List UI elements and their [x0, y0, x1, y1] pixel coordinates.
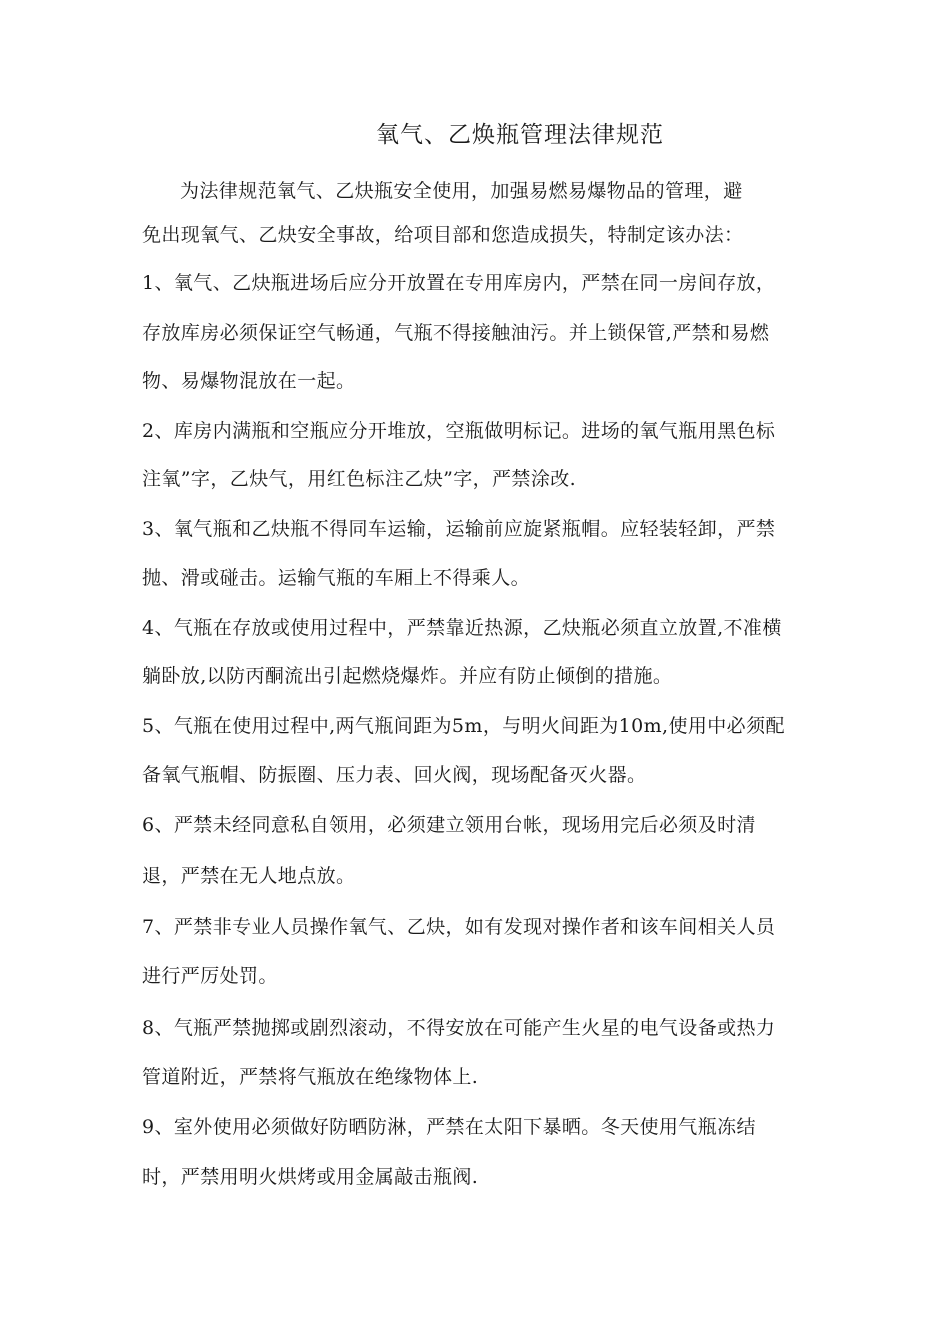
- rule-5-line-1: 5、气瓶在使用过程中,两气瓶间距为5m，与明火间距为10m,使用中必须配: [142, 715, 785, 737]
- rule-1-line-2: 存放库房必须保证空气畅通，气瓶不得接触油污。并上锁保管,严禁和易燃: [142, 322, 770, 344]
- rule-4-line-2: 躺卧放,以防丙酮流出引起燃烧爆炸。并应有防止倾倒的措施。: [142, 665, 673, 687]
- rule-8-line-1: 8、气瓶严禁抛掷或剧烈滚动，不得安放在可能产生火星的电气设备或热力: [142, 1017, 776, 1039]
- rule-9-line-2: 时，严禁用明火烘烤或用金属敲击瓶阀.: [142, 1166, 479, 1188]
- rule-2-line-2: 注氧”字，乙炔气，用红色标注乙炔”字，严禁涂改.: [142, 468, 577, 490]
- rule-1-line-1: 1、氧气、乙炔瓶进场后应分开放置在专用库房内，严禁在同一房间存放，: [142, 272, 776, 294]
- rule-9-line-1: 9、室外使用必须做好防晒防淋，严禁在太阳下暴晒。冬天使用气瓶冻结: [142, 1116, 756, 1138]
- document-title: 氧气、乙焕瓶管理法律规范: [376, 122, 664, 148]
- rule-6-line-2: 退，严禁在无人地点放。: [142, 865, 356, 887]
- rule-3-line-1: 3、氧气瓶和乙炔瓶不得同车运输，运输前应旋紧瓶帽。应轻装轻卸，严禁: [142, 518, 776, 540]
- rule-3-line-2: 抛、滑或碰击。运输气瓶的车厢上不得乘人。: [142, 567, 531, 589]
- rule-1-line-3: 物、易爆物混放在一起。: [142, 370, 356, 392]
- rule-7-line-2: 进行严厉处罚。: [142, 965, 278, 987]
- intro-line-2: 免出现氧气、乙炔安全事故，给项目部和您造成损失，特制定该办法：: [142, 224, 744, 246]
- rule-6-line-1: 6、严禁未经同意私自领用，必须建立领用台帐，现场用完后必须及时清: [142, 814, 756, 836]
- rule-4-line-1: 4、气瓶在存放或使用过程中，严禁靠近热源，乙炔瓶必须直立放置,不准横: [142, 617, 782, 639]
- rule-5-line-2: 备氧气瓶帽、防振圈、压力表、回火阀，现场配备灭火器。: [142, 764, 647, 786]
- rule-2-line-1: 2、库房内满瓶和空瓶应分开堆放，空瓶做明标记。进场的氧气瓶用黑色标: [142, 420, 776, 442]
- rule-7-line-1: 7、严禁非专业人员操作氧气、乙炔，如有发现对操作者和该车间相关人员: [142, 916, 776, 938]
- rule-8-line-2: 管道附近，严禁将气瓶放在绝缘物体上.: [142, 1066, 479, 1088]
- intro-line-1: 为法律规范氧气、乙炔瓶安全使用，加强易燃易爆物品的管理，避: [180, 180, 743, 202]
